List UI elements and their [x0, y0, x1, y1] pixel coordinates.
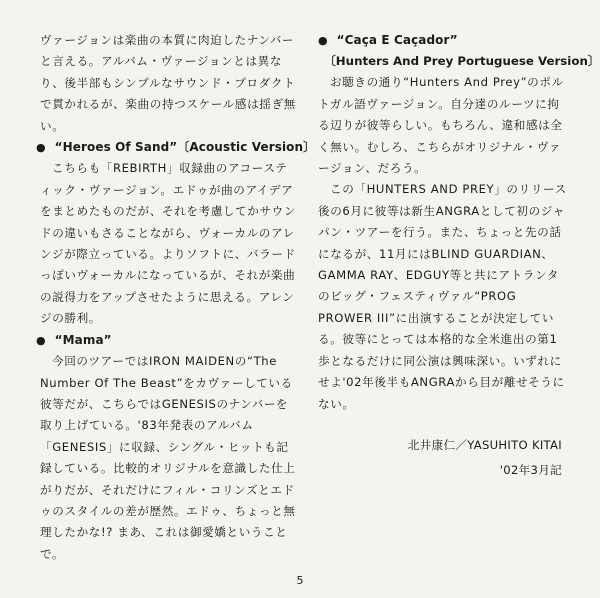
section-title: “Mama”	[54, 332, 112, 347]
section-title: “Heroes Of Sand”〔Acoustic Version〕	[54, 140, 316, 155]
credit-author: 北井康仁／YASUHITO KITAI	[407, 437, 562, 452]
section-heading-mama	[36, 330, 298, 351]
left-column	[36, 30, 316, 565]
section-title: “Caça E Caçador”	[336, 33, 458, 47]
section-subtitle: 〔Hunters And Prey Portuguese Version〕	[324, 54, 600, 69]
bullet-icon: ●	[318, 34, 328, 47]
bullet-icon: ●	[36, 141, 46, 155]
right-column	[318, 30, 600, 483]
intro-paragraph: ヴァージョンは楽曲の本質に肉迫したナンバーと言える。アルバム・ヴァージョンとは異なり、後半部もシンプルなサウンド・プロダクトで貫かれるが、楽曲の持つスケール感は揺ぎ無い。	[40, 33, 296, 133]
credit-block	[318, 433, 568, 483]
section-body: こちらも「REBIRTH」収録曲のアコースティック・ヴァージョン。エドゥが曲のアイデアをまとめたものだが、それを考慮してかサウンドの違いもさることながら、ヴォーカルのアレンジが際立っている。よりソフトに、バラードっぽいヴォーカルになっているが、それが楽曲の説得力をアップさせたように思える。アレンジの勝利。	[40, 161, 297, 326]
section-heading-caca-e-cacador	[318, 30, 568, 51]
section-body: 今回のツアーではIRON MAIDENの“The Number Of The Beast”をカヴァーしている彼等だが、こちらではGENESISのナンバーを取り上げている。'83年発表のアルバム「GENESIS」に収録、シングル・ヒットも記録している。比較的オリジナルを意識した仕上がりだが、それだけにフィル・コリンズとエドゥのスタイルの差が歴然。エドゥ、ちょっと無理したかな!? まあ、これは御愛嬌ということで。	[40, 354, 296, 561]
page-number: 5	[296, 574, 304, 587]
closing-paragraph: この「HUNTERS AND PREY」のリリース後の6月に彼等は新生ANGRAとして初のジャパン・ツアーを行う。また、ちょっと先の話になるが、11月にはBLIND GUARDIAN、GAMMA RAY、EDGUY等と共にアトランタのビッグ・フェスティヴァル“PROG PROWER III”に出演することが決定している。彼等にとっては本格的な全米進出の第1歩となるだけに同公演は興味深い。いずれにせよ'02年後半もANGRAから目が離せそうにない。	[318, 182, 567, 411]
credit-date: '02年3月記	[499, 462, 562, 477]
section-body: お聴きの通り“Hunters And Prey”のポルトガル語ヴァージョン。自分達のルーツに拘る辺りが彼等らしい。もちろん、違和感は全く無い。むしろ、こちらがオリジナル・ヴァージョン、だろう。	[318, 75, 564, 176]
bullet-icon: ●	[36, 333, 46, 347]
section-heading-heroes-of-sand	[36, 137, 316, 158]
